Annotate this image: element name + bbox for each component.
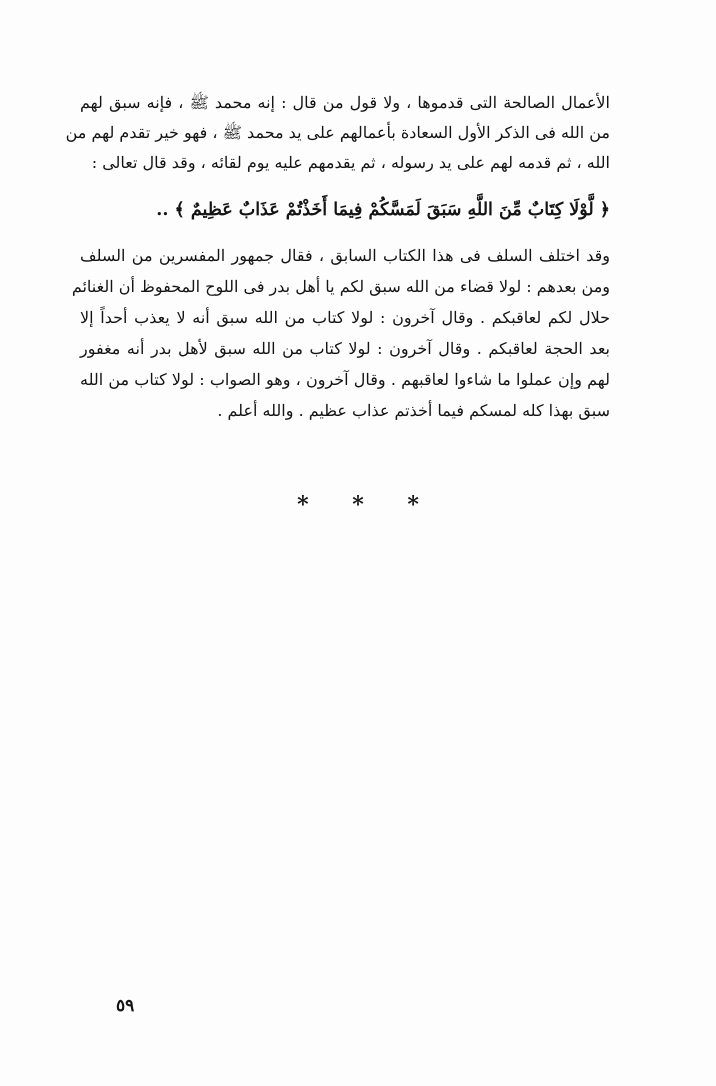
paragraph-2-line: وقد اختلف السلف فى هذا الكتاب السابق ، فقال جمهور المفسرين من السلف	[80, 246, 610, 265]
section-separator: * * *	[297, 492, 437, 518]
paragraph-1-line: الأعمال الصالحة التى قدموها ، ولا قول من قال : إنه محمد ﷺ ، فإنه سبق لهم	[80, 93, 610, 112]
paragraph-2-line: سبق بهذا كله لمسكم فيما أخذتم عذاب عظيم . والله أعلم .	[217, 401, 610, 420]
paragraph-1-line: من الله فى الذكر الأول السعادة بأعمالهم على يد محمد ﷺ ، فهو خير تقدم لهم من	[65, 123, 610, 142]
paragraph-2	[71, 240, 610, 426]
paragraph-1-line: الله ، ثم قدمه لهم على يد رسوله ، ثم يقدمهم عليه يوم لقائه ، وقد قال تعالى :	[91, 153, 610, 172]
paragraph-2-line: لهم وإن عملوا ما شاءوا لعاقبهم . وقال آخرون ، وهو الصواب : لولا كتاب من الله	[80, 370, 610, 389]
paragraph-1	[65, 88, 610, 178]
quran-verse: ﴿ لَّوْلَا كِتَابٌ مِّنَ اللَّهِ سَبَقَ لَمَسَّكُمْ فِيمَا أَخَذْتُمْ عَذَابٌ عَظِيمٌ ﴾ ..	[156, 200, 610, 220]
paragraph-2-line: حلال لكم لعاقبكم . وقال آخرون : لولا كتاب من الله سبق أنه لا يعذب أحداً إلا	[80, 308, 610, 327]
paragraph-2-line: بعد الحجة لعاقبكم . وقال آخرون : لولا كتاب من الله سبق لأهل بدر أنه مغفور	[80, 339, 610, 358]
paragraph-2-line: ومن بعدهم : لولا قضاء من الله سبق لكم يا أهل بدر فى اللوح المحفوظ أن الغنائم	[71, 277, 610, 296]
page-number: ٥٩	[116, 996, 135, 1016]
